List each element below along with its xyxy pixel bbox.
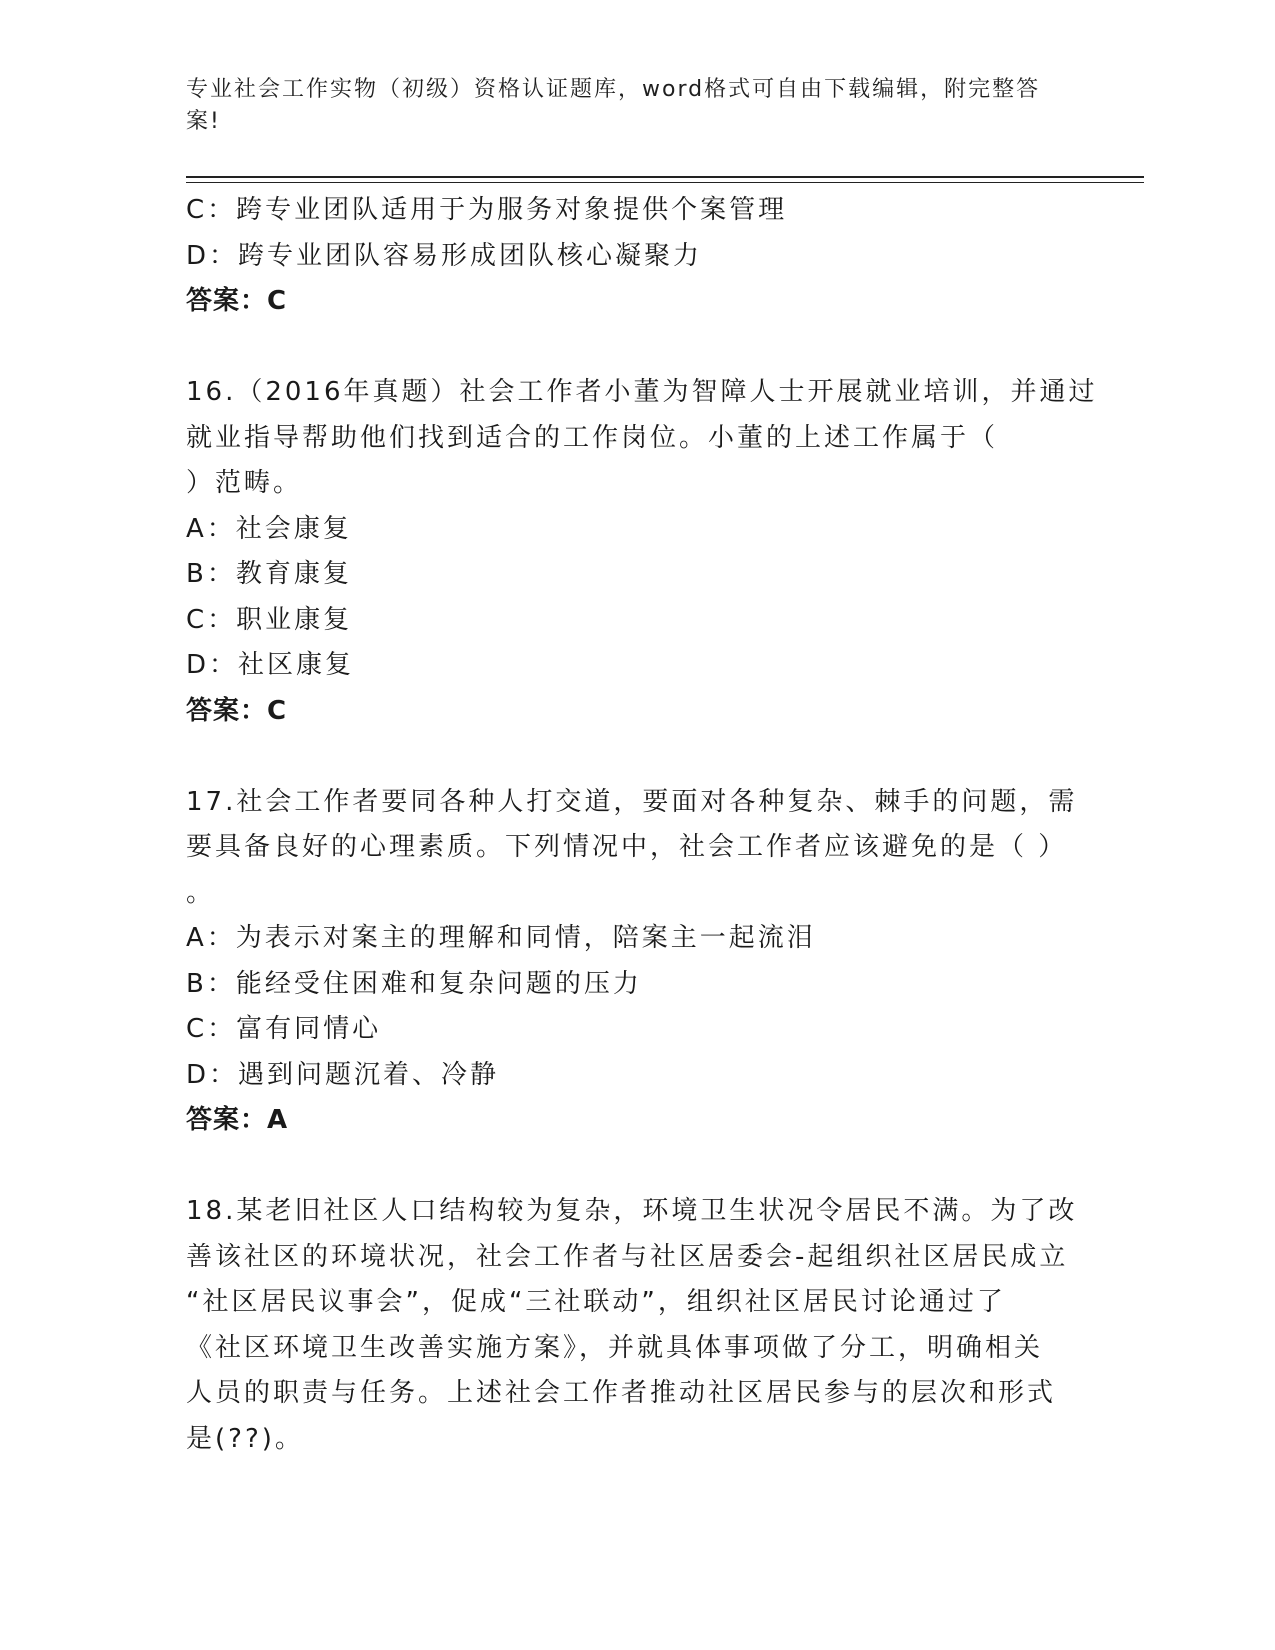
question-18 <box>186 1189 1078 1462</box>
spacer <box>186 734 1066 780</box>
option-d: D：遇到问题沉着、冷静 <box>186 1059 500 1090</box>
option-c: C：职业康复 <box>186 604 353 635</box>
answer-line: 答案：A <box>186 1105 289 1135</box>
option-d: D：社区康复 <box>186 650 355 680</box>
question-stem-line: 17.社会工作者要同各种人打交道，要面对各种复杂、棘手的问题，需 <box>186 786 1078 817</box>
question-17 <box>186 780 1078 1144</box>
header-line-1: 专业社会工作实物（初级）资格认证题库，word格式可自由下载编辑，附完整答 <box>186 77 1041 102</box>
header-divider-thick <box>186 176 1144 178</box>
question-stem-line: ）范畴。 <box>186 468 303 498</box>
question-content <box>186 188 1098 1462</box>
question-stem-line: 善该社区的环境状况，社会工作者与社区居委会-起组织社区居民成立 <box>186 1241 1069 1272</box>
option-a: A：社会康复 <box>186 513 352 544</box>
document-header <box>186 74 1066 138</box>
question-stem-line: 就业指导帮助他们找到适合的工作岗位。小董的上述工作属于（ <box>186 422 999 453</box>
spacer <box>186 325 1066 371</box>
header-divider-thin <box>186 182 1144 183</box>
option-c: C：跨专业团队适用于为服务对象提供个案管理 <box>186 195 788 225</box>
question-stem-line: 18.某老旧社区人口结构较为复杂，环境卫生状况令居民不满。为了改 <box>186 1196 1078 1226</box>
question-stem-line: “社区居民议事会”，促成“三社联动”，组织社区居民讨论通过了 <box>186 1287 1006 1317</box>
question-stem-line: 要具备良好的心理素质。下列情况中，社会工作者应该避免的是（ ） <box>186 832 1068 862</box>
spacer <box>186 1144 1066 1190</box>
option-b: B：教育康复 <box>186 559 352 589</box>
answer-line: 答案：C <box>186 286 288 316</box>
option-a: A：为表示对案主的理解和同情，陪案主一起流泪 <box>186 923 816 953</box>
question-stem-line: 。 <box>186 877 216 908</box>
option-d: D：跨专业团队容易形成团队核心凝聚力 <box>186 240 703 271</box>
question-stem-line: 16.（2016年真题）社会工作者小董为智障人士开展就业培训，并通过 <box>186 377 1098 407</box>
question-16 <box>186 370 1098 734</box>
header-line-2: 案! <box>186 109 221 134</box>
previous-question-fragment <box>186 188 1066 325</box>
question-stem-line: 人员的职责与任务。上述社会工作者推动社区居民参与的层次和形式 <box>186 1378 1057 1408</box>
answer-line: 答案：C <box>186 695 288 726</box>
question-stem-line: 《社区环境卫生改善实施方案》，并就具体事项做了分工，明确相关 <box>186 1332 1044 1363</box>
option-c: C：富有同情心 <box>186 1014 382 1044</box>
option-b: B：能经受住困难和复杂问题的压力 <box>186 968 642 999</box>
question-stem-line: 是(??)。 <box>186 1423 304 1454</box>
